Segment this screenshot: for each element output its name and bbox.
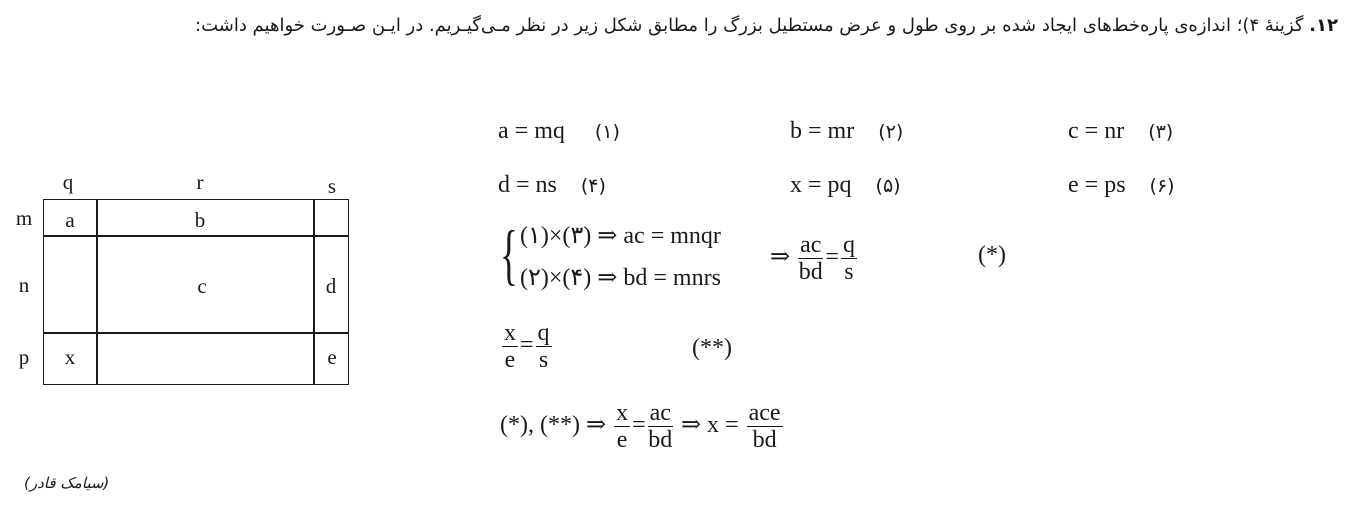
equation-tag: (۲) — [878, 121, 904, 143]
final-prefix: (*), (**) ⇒ — [500, 412, 607, 439]
grid-line-v2 — [313, 199, 315, 385]
fraction-numerator: q — [842, 232, 855, 258]
equation-6 — [1068, 170, 1175, 201]
cell-x: x — [64, 345, 76, 369]
col-label-r: r — [196, 170, 204, 194]
equation-tag: (**) — [692, 335, 732, 361]
col-label-q: q — [62, 170, 74, 194]
equation-tag: (۳) — [1148, 121, 1174, 143]
fraction-numerator: q — [537, 320, 550, 346]
fraction-denominator: bd — [648, 427, 673, 453]
fraction-denominator: s — [844, 259, 854, 285]
grid-line-h1 — [43, 235, 349, 237]
cell-d: d — [325, 274, 337, 298]
equation-4 — [498, 170, 606, 201]
equation-tag: (۴) — [580, 175, 606, 197]
fraction-denominator: e — [616, 427, 628, 453]
grid-line-v1 — [96, 199, 98, 385]
equation-2 — [790, 116, 903, 147]
system-line-2-text: (۲)×(۴) ⇒ bd = mnrs — [520, 265, 721, 291]
fraction-ac-bd — [798, 232, 823, 285]
fraction-q-s — [536, 320, 552, 373]
equation-tag: (۱) — [594, 121, 620, 143]
fraction-numerator: x — [616, 400, 629, 426]
fraction-numerator: x — [504, 320, 516, 346]
equals-sign: = — [520, 332, 534, 359]
equation-expr: a = mq — [498, 118, 565, 144]
fraction-numerator: ac — [649, 400, 671, 426]
row-label-n: n — [18, 273, 30, 297]
fraction-ace-bd — [747, 400, 783, 453]
problem-number: ۱۲. — [1309, 15, 1338, 36]
second-relation — [500, 320, 554, 373]
equation-tag: (۵) — [875, 175, 901, 197]
fraction-denominator: bd — [752, 427, 777, 453]
system-line-2 — [520, 263, 721, 293]
equation-tag: (*) — [978, 242, 1006, 268]
cell-e: e — [327, 345, 337, 369]
equation-1 — [498, 116, 620, 147]
fraction-denominator: s — [538, 347, 549, 373]
second-tag — [692, 333, 732, 363]
fraction-q-s — [841, 232, 857, 285]
final-mid: ⇒ x = — [680, 412, 739, 439]
grid-line-h2 — [43, 332, 349, 334]
equation-expr: e = ps — [1068, 172, 1126, 198]
system-result — [770, 232, 859, 285]
equation-3 — [1068, 116, 1173, 147]
system-line-1-text: (۱)×(۳) ⇒ ac = mnqr — [520, 223, 721, 249]
implies-symbol: ⇒ — [770, 244, 791, 271]
equals-sign: = — [825, 244, 839, 271]
col-label-s: s — [327, 174, 337, 198]
equals-sign: = — [632, 412, 646, 439]
fraction-ac-bd — [648, 400, 673, 453]
final-relation — [500, 400, 785, 453]
fraction-denominator: e — [504, 347, 516, 373]
cell-a: a — [65, 208, 75, 232]
equation-tag: (۶) — [1149, 175, 1175, 197]
equation-expr: x = pq — [790, 172, 852, 198]
fraction-x-e — [614, 400, 630, 453]
author-signature: (سیامک قادر) — [24, 474, 110, 492]
system-brace: { — [500, 216, 518, 292]
problem-text: گزینهٔ ۴)؛ اندازه‌ی پاره‌خط‌های ایجاد شده بر روی طول و عرض مستطیل بزرگ را مطابق شکل زیر در نظر مـی‌گیـریم. در ایـن صـورت خواهیم داشت: — [195, 15, 1310, 36]
system-tag — [978, 240, 1006, 270]
cell-c: c — [197, 274, 207, 298]
rectangle-diagram — [0, 0, 360, 400]
equation-expr: c = nr — [1068, 118, 1125, 144]
equation-expr: d = ns — [498, 172, 557, 198]
equation-5 — [790, 170, 901, 201]
fraction-denominator: bd — [798, 259, 823, 285]
fraction-numerator: ace — [748, 400, 781, 426]
row-label-m: m — [15, 206, 33, 230]
cell-b: b — [194, 208, 206, 232]
fraction-x-e — [502, 320, 518, 373]
fraction-numerator: ac — [800, 232, 822, 258]
equation-expr: b = mr — [790, 118, 855, 144]
row-label-p: p — [18, 345, 30, 369]
system-line-1 — [520, 221, 721, 251]
